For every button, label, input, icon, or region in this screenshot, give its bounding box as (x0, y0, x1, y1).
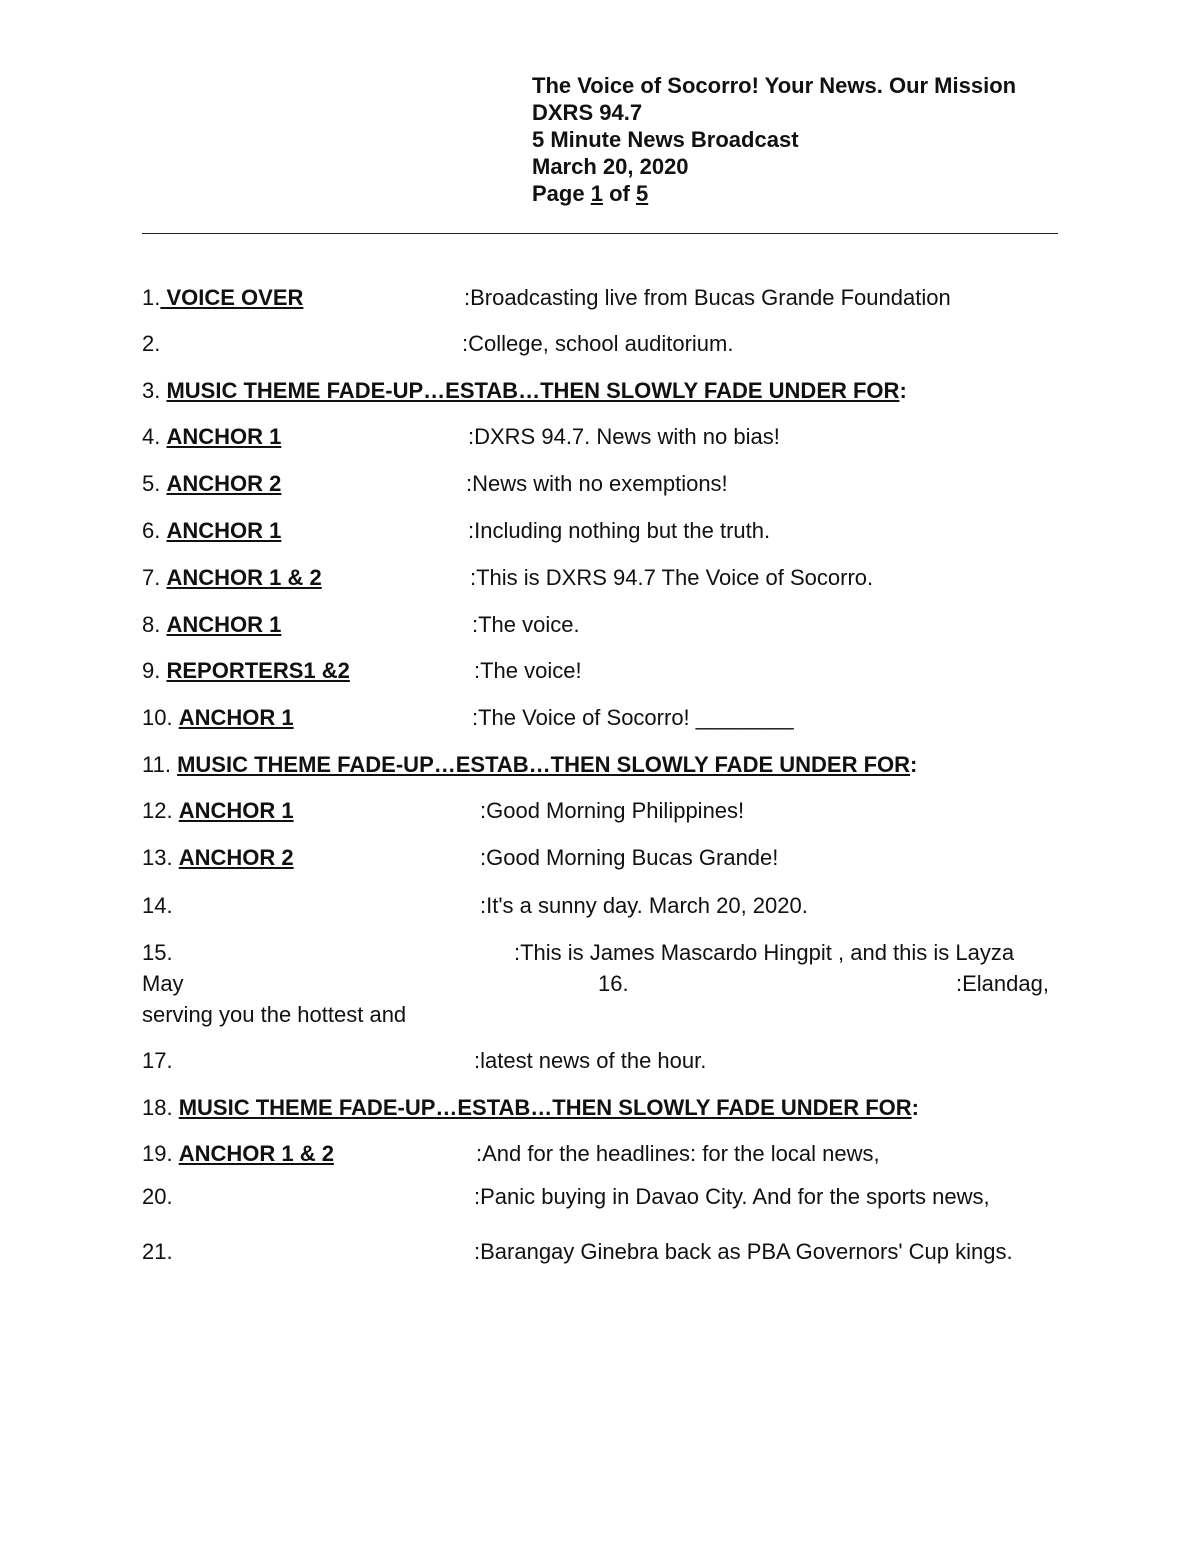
line-text: :Panic buying in Davao City. And for the sports news, (474, 1184, 990, 1209)
header-slogan: The Voice of Socorro! Your News. Our Mission (532, 73, 1017, 98)
paragraph-row-3 (142, 999, 1054, 1030)
line-text: :Good Morning Bucas Grande! (480, 845, 779, 870)
line-number: 20. (142, 1184, 173, 1209)
music-cue: MUSIC THEME FADE-UP…ESTAB…THEN SLOWLY FADE UNDER FOR (178, 1095, 912, 1120)
line-number: 16. (598, 971, 629, 996)
script-line-11 (142, 752, 917, 778)
script-line-15-16 (142, 937, 1054, 1030)
line-number: 7. (142, 565, 167, 590)
line-text: :Broadcasting live from Bucas Grande Foundation (464, 285, 951, 310)
music-cue: MUSIC THEME FADE-UP…ESTAB…THEN SLOWLY FADE UNDER FOR (166, 378, 900, 403)
script-line-7 (142, 565, 874, 591)
page-current: 1 (590, 181, 603, 206)
header-program: 5 Minute News Broadcast (532, 127, 799, 152)
line-number: 10. (142, 705, 179, 730)
line-number: 12. (142, 798, 179, 823)
line-text: :Barangay Ginebra back as PBA Governors' Cup kings. (474, 1239, 1013, 1264)
page-prefix: Page (532, 181, 591, 206)
line-text: :And for the headlines: for the local news, (476, 1141, 880, 1166)
line-number: 1. (142, 285, 161, 310)
script-line-1 (142, 285, 951, 311)
speaker-label: REPORTERS1 &2 (166, 658, 350, 683)
header-divider (142, 233, 1058, 234)
script-line-4 (142, 424, 780, 450)
music-cue: MUSIC THEME FADE-UP…ESTAB…THEN SLOWLY FADE UNDER FOR (177, 752, 911, 777)
script-line-19 (142, 1141, 880, 1167)
line-number: 4. (142, 424, 167, 449)
line-text: :The voice. (472, 612, 580, 637)
speaker-label: ANCHOR 2 (166, 471, 282, 496)
script-line-14 (142, 893, 808, 919)
speaker-label: ANCHOR 1 (178, 705, 294, 730)
script-line-6 (142, 518, 771, 544)
line-text: :News with no exemptions! (466, 471, 728, 496)
script-line-3 (142, 378, 907, 404)
line-text: :This is DXRS 94.7 The Voice of Socorro. (470, 565, 874, 590)
line-text: :This is James Mascardo Hingpit , and this is Layza (514, 940, 1015, 965)
script-line-12 (142, 798, 745, 824)
script-line-17 (142, 1048, 707, 1074)
line-number: 18. (142, 1095, 179, 1120)
line-number: 11. (142, 752, 178, 777)
line-text: :latest news of the hour. (474, 1048, 707, 1073)
line-number: 19. (142, 1141, 179, 1166)
line-text: serving you the hottest and (142, 1002, 407, 1027)
script-line-2 (142, 331, 734, 357)
speaker-label: ANCHOR 1 (166, 518, 282, 543)
speaker-label: ANCHOR 1 & 2 (166, 565, 322, 590)
line-number: 17. (142, 1048, 173, 1073)
speaker-label: ANCHOR 1 (178, 798, 294, 823)
line-number: 21. (142, 1239, 173, 1264)
header-date: March 20, 2020 (532, 154, 689, 179)
line-text: :It's a sunny day. March 20, 2020. (480, 893, 808, 918)
cue-colon: : (911, 1095, 919, 1120)
document-header (532, 72, 1016, 207)
speaker-label: ANCHOR 2 (178, 845, 294, 870)
cue-colon: : (899, 378, 907, 403)
page-of: of (602, 181, 636, 206)
line-text: :Including nothing but the truth. (468, 518, 771, 543)
page-total: 5 (635, 181, 649, 206)
line-number: 3. (142, 378, 167, 403)
paragraph-row-2 (142, 968, 1054, 999)
speaker-label: VOICE OVER (160, 285, 304, 310)
header-station: DXRS 94.7 (532, 100, 643, 125)
script-line-8 (142, 612, 580, 638)
line-number: 6. (142, 518, 167, 543)
cue-colon: : (910, 752, 918, 777)
line-number: 5. (142, 471, 167, 496)
line-text: :The Voice of Socorro! ________ (472, 705, 794, 730)
line-number: 9. (142, 658, 167, 683)
line-number: 15. (142, 940, 173, 965)
script-line-20 (142, 1184, 990, 1210)
script-line-21 (142, 1239, 1013, 1265)
line-text: :The voice! (474, 658, 582, 683)
script-line-10 (142, 705, 794, 731)
speaker-label: ANCHOR 1 & 2 (178, 1141, 334, 1166)
line-text: :College, school auditorium. (462, 331, 734, 356)
script-line-9 (142, 658, 582, 684)
line-text: :Elandag, (956, 971, 1049, 996)
script-line-5 (142, 471, 728, 497)
line-number: 2. (142, 331, 161, 356)
line-text: :DXRS 94.7. News with no bias! (468, 424, 780, 449)
line-number: 14. (142, 893, 173, 918)
wrapped-word: May (142, 971, 184, 996)
paragraph-row-1 (142, 937, 1054, 968)
line-number: 8. (142, 612, 167, 637)
header-page-number (532, 180, 1016, 207)
line-number: 13. (142, 845, 179, 870)
speaker-label: ANCHOR 1 (166, 612, 282, 637)
speaker-label: ANCHOR 1 (166, 424, 282, 449)
script-line-13 (142, 845, 779, 871)
line-text: :Good Morning Philippines! (480, 798, 745, 823)
script-line-18 (142, 1095, 919, 1121)
